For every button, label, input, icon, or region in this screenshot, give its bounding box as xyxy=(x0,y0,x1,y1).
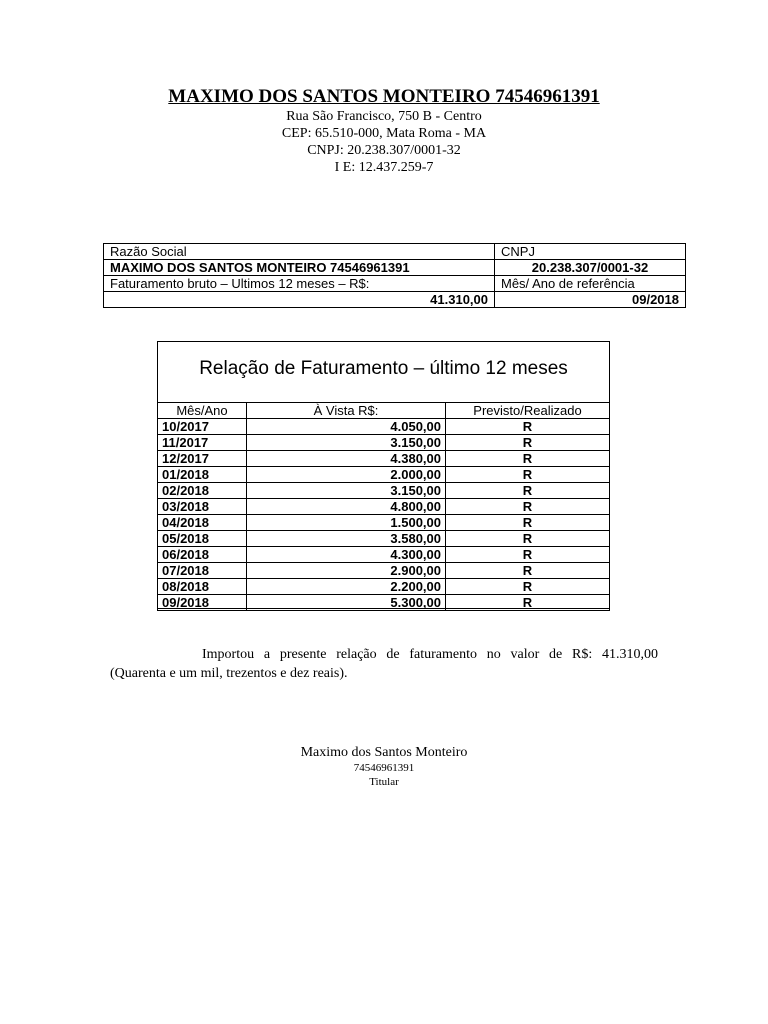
statement-line-1: Importou a presente relação de faturamento no valor de R$: 41.310,00 xyxy=(202,647,658,662)
billing-month-cell: 12/2017 xyxy=(158,451,247,467)
billing-row xyxy=(158,563,610,579)
razao-value: MAXIMO DOS SANTOS MONTEIRO 74546961391 xyxy=(104,260,495,276)
cnpj-value: 20.238.307/0001-32 xyxy=(495,260,686,276)
billing-month-cell: 03/2018 xyxy=(158,499,247,515)
billing-month-cell: 10/2017 xyxy=(158,419,247,435)
billing-value-cell: 5.300,00 xyxy=(247,595,446,611)
billing-value-cell: 4.800,00 xyxy=(247,499,446,515)
billing-month-cell: 08/2018 xyxy=(158,579,247,595)
billing-row xyxy=(158,499,610,515)
billing-row xyxy=(158,531,610,547)
summary-row xyxy=(104,276,686,292)
signature-block xyxy=(0,744,768,789)
billing-value-cell: 4.050,00 xyxy=(247,419,446,435)
company-ie: I E: 12.437.259-7 xyxy=(334,160,434,175)
billing-value-cell: 2.200,00 xyxy=(247,579,446,595)
billing-row xyxy=(158,451,610,467)
document-header xyxy=(0,86,768,176)
month-column-header: Mês/Ano xyxy=(158,403,247,419)
faturamento-value: 41.310,00 xyxy=(104,292,495,308)
billing-row xyxy=(158,483,610,499)
billing-value-cell: 2.000,00 xyxy=(247,467,446,483)
billing-value-cell: 4.380,00 xyxy=(247,451,446,467)
statement xyxy=(110,645,658,683)
billing-box xyxy=(157,341,610,609)
billing-row xyxy=(158,579,610,595)
signature-id: 74546961391 xyxy=(353,762,415,774)
billing-status-cell: R xyxy=(446,467,610,483)
billing-status-cell: R xyxy=(446,595,610,611)
faturamento-label: Faturamento bruto – Ultimos 12 meses – R$: xyxy=(104,276,495,292)
value-column-header: À Vista R$: xyxy=(247,403,446,419)
billing-value-cell: 4.300,00 xyxy=(247,547,446,563)
billing-status-cell: R xyxy=(446,547,610,563)
billing-status-cell: R xyxy=(446,451,610,467)
billing-status-cell: R xyxy=(446,515,610,531)
billing-value-cell: 3.150,00 xyxy=(247,435,446,451)
company-cnpj: CNPJ: 20.238.307/0001-32 xyxy=(307,143,461,158)
razao-label: Razão Social xyxy=(104,244,495,260)
billing-value-cell: 3.150,00 xyxy=(247,483,446,499)
summary-row xyxy=(104,292,686,308)
billing-value-cell: 1.500,00 xyxy=(247,515,446,531)
signature-name: Maximo dos Santos Monteiro xyxy=(300,745,468,760)
billing-month-cell: 07/2018 xyxy=(158,563,247,579)
billing-month-cell: 04/2018 xyxy=(158,515,247,531)
billing-month-cell: 11/2017 xyxy=(158,435,247,451)
billing-value-cell: 2.900,00 xyxy=(247,563,446,579)
billing-status-cell: R xyxy=(446,499,610,515)
billing-body xyxy=(158,419,610,611)
billing-status-cell: R xyxy=(446,531,610,547)
status-column-header: Previsto/Realizado xyxy=(446,403,610,419)
company-title: MAXIMO DOS SANTOS MONTEIRO 74546961391 xyxy=(168,86,600,107)
signature-role: Titular xyxy=(369,776,399,788)
referencia-value: 09/2018 xyxy=(495,292,686,308)
billing-row xyxy=(158,435,610,451)
billing-row xyxy=(158,515,610,531)
referencia-label: Mês/ Ano de referência xyxy=(495,276,686,292)
billing-row xyxy=(158,467,610,483)
billing-month-cell: 05/2018 xyxy=(158,531,247,547)
billing-title: Relação de Faturamento – último 12 meses xyxy=(199,358,568,379)
company-cep: CEP: 65.510-000, Mata Roma - MA xyxy=(281,126,487,141)
billing-row xyxy=(158,547,610,563)
billing-month-cell: 09/2018 xyxy=(158,595,247,611)
billing-row xyxy=(158,419,610,435)
billing-status-cell: R xyxy=(446,483,610,499)
summary-table xyxy=(103,243,686,308)
summary-row xyxy=(104,244,686,260)
company-address: Rua São Francisco, 750 B - Centro xyxy=(286,109,482,124)
billing-row xyxy=(158,595,610,611)
billing-month-cell: 06/2018 xyxy=(158,547,247,563)
billing-table xyxy=(157,402,610,611)
billing-month-cell: 01/2018 xyxy=(158,467,247,483)
billing-value-cell: 3.580,00 xyxy=(247,531,446,547)
billing-header-row xyxy=(158,403,610,419)
statement-line-2: (Quarenta e um mil, trezentos e dez reais). xyxy=(110,666,348,681)
billing-month-cell: 02/2018 xyxy=(158,483,247,499)
cnpj-label: CNPJ xyxy=(495,244,686,260)
billing-status-cell: R xyxy=(446,563,610,579)
summary-row xyxy=(104,260,686,276)
billing-status-cell: R xyxy=(446,579,610,595)
billing-status-cell: R xyxy=(446,419,610,435)
billing-status-cell: R xyxy=(446,435,610,451)
